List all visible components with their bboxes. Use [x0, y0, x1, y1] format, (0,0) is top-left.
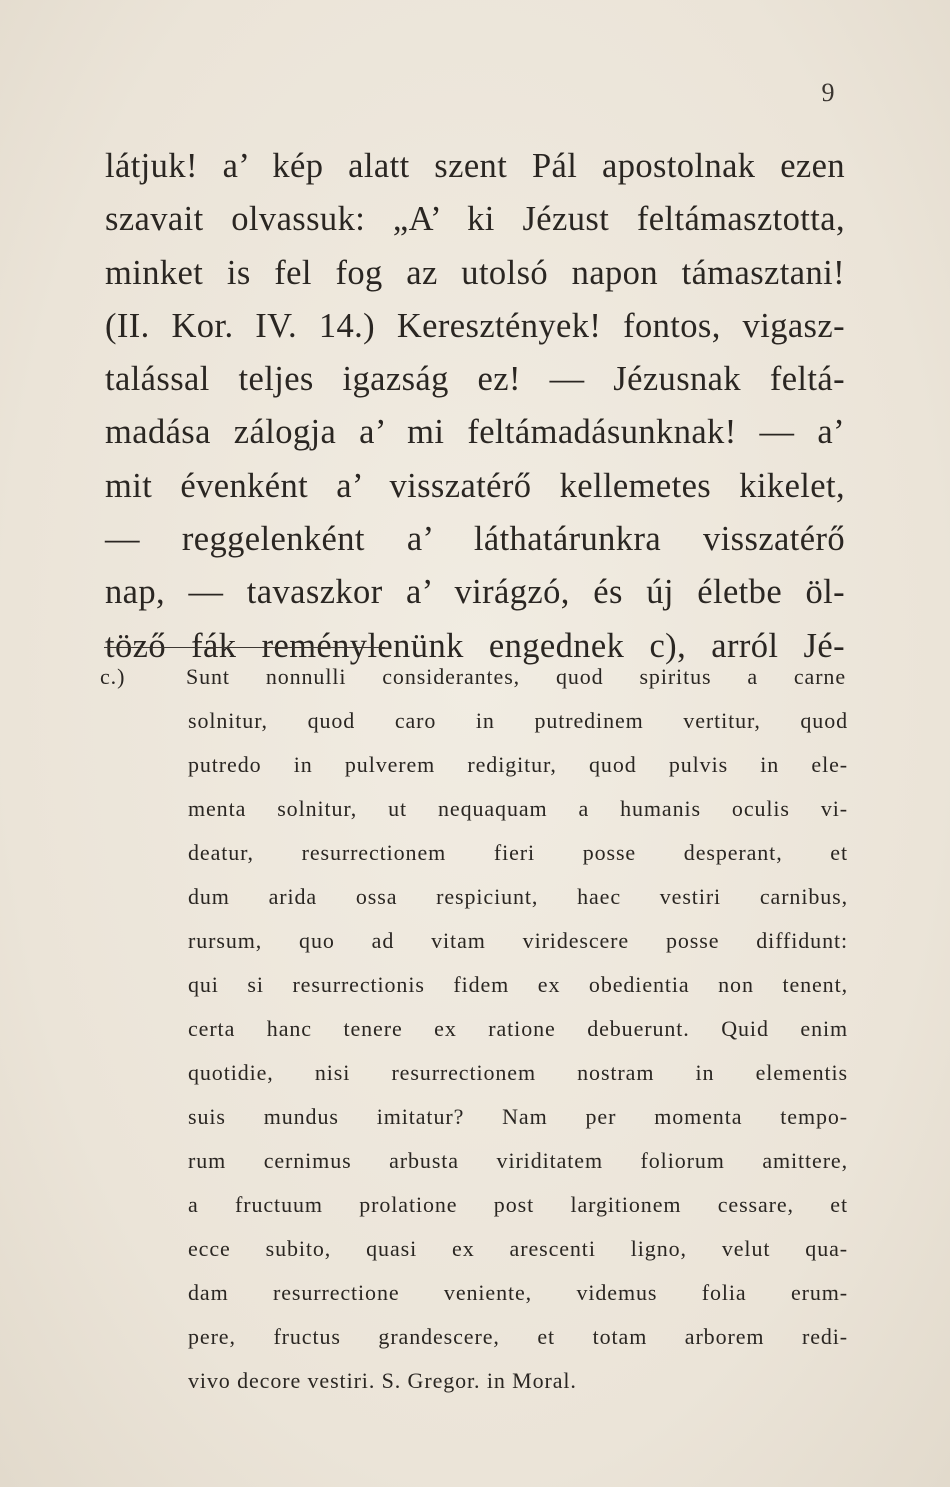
- main-text-line: mit évenként a’ visszatérő kellemetes kikelet,: [105, 466, 845, 505]
- main-text-line: madása zálogja a’ mi feltámadásunknak! — a’: [105, 413, 845, 452]
- footnote-line: qui si resurrectionis fidem ex obedientia non tenent,: [188, 972, 848, 997]
- footnote-line: deatur, resurrectionem fieri posse desperant, et: [188, 840, 848, 865]
- main-text-line: töző fák reménylenünk engednek c), arról Jé-: [105, 626, 845, 665]
- footnote-line: certa hanc tenere ex ratione debuerunt. Quid enim: [188, 1016, 848, 1041]
- footnote-line: dum arida ossa respiciunt, haec vestiri carnibus,: [188, 884, 848, 909]
- footnote-marker: c.): [100, 664, 126, 689]
- footnote-line: a fructuum prolatione post largitionem cessare, et: [188, 1192, 848, 1217]
- main-text-line: talással teljes igazság ez! — Jézusnak feltá-: [105, 360, 845, 399]
- footnote-line: quotidie, nisi resurrectionem nostram in elementis: [188, 1060, 848, 1085]
- main-text-line: nap, — tavaszkor a’ virágzó, és új életbe öl-: [105, 573, 845, 612]
- footnote-line: dam resurrectione veniente, videmus folia erum-: [188, 1280, 848, 1305]
- footnote-line-text: Sunt nonnulli considerantes, quod spiritus a carne: [186, 664, 846, 689]
- footnote-separator-rule: [104, 647, 385, 648]
- footnote-line: suis mundus imitatur? Nam per momenta tempo-: [188, 1104, 848, 1129]
- footnote-line: [100, 655, 848, 699]
- footnote-line: rursum, quo ad vitam viridescere posse diffidunt:: [188, 928, 848, 953]
- main-text-line: szavait olvassuk: „A’ ki Jézust feltámasztotta,: [105, 200, 845, 239]
- main-text-block: [105, 140, 845, 673]
- footnote-line: rum cernimus arbusta viriditatem foliorum amittere,: [188, 1148, 848, 1173]
- footnote-line: pere, fructus grandescere, et totam arborem redi-: [188, 1324, 848, 1349]
- main-text-line: — reggelenként a’ láthatárunkra visszatérő: [105, 520, 845, 559]
- main-text-line: (II. Kor. IV. 14.) Keresztények! fontos, vigasz-: [105, 306, 845, 345]
- footnote-block: [100, 655, 848, 1403]
- footnote-line: solnitur, quod caro in putredinem vertitur, quod: [188, 708, 848, 733]
- footnote-line: vivo decore vestiri. S. Gregor. in Moral.: [188, 1368, 577, 1393]
- main-text-line: látjuk! a’ kép alatt szent Pál apostolnak ezen: [105, 147, 845, 185]
- main-text-line: minket is fel fog az utolsó napon támasztani!: [105, 253, 845, 292]
- footnote-line: putredo in pulverem redigitur, quod pulvis in ele-: [188, 752, 848, 777]
- footnote-line: ecce subito, quasi ex arescenti ligno, velut qua-: [188, 1236, 848, 1261]
- page-number: 9: [821, 78, 835, 107]
- footnote-line: menta solnitur, ut nequaquam a humanis oculis vi-: [188, 796, 848, 821]
